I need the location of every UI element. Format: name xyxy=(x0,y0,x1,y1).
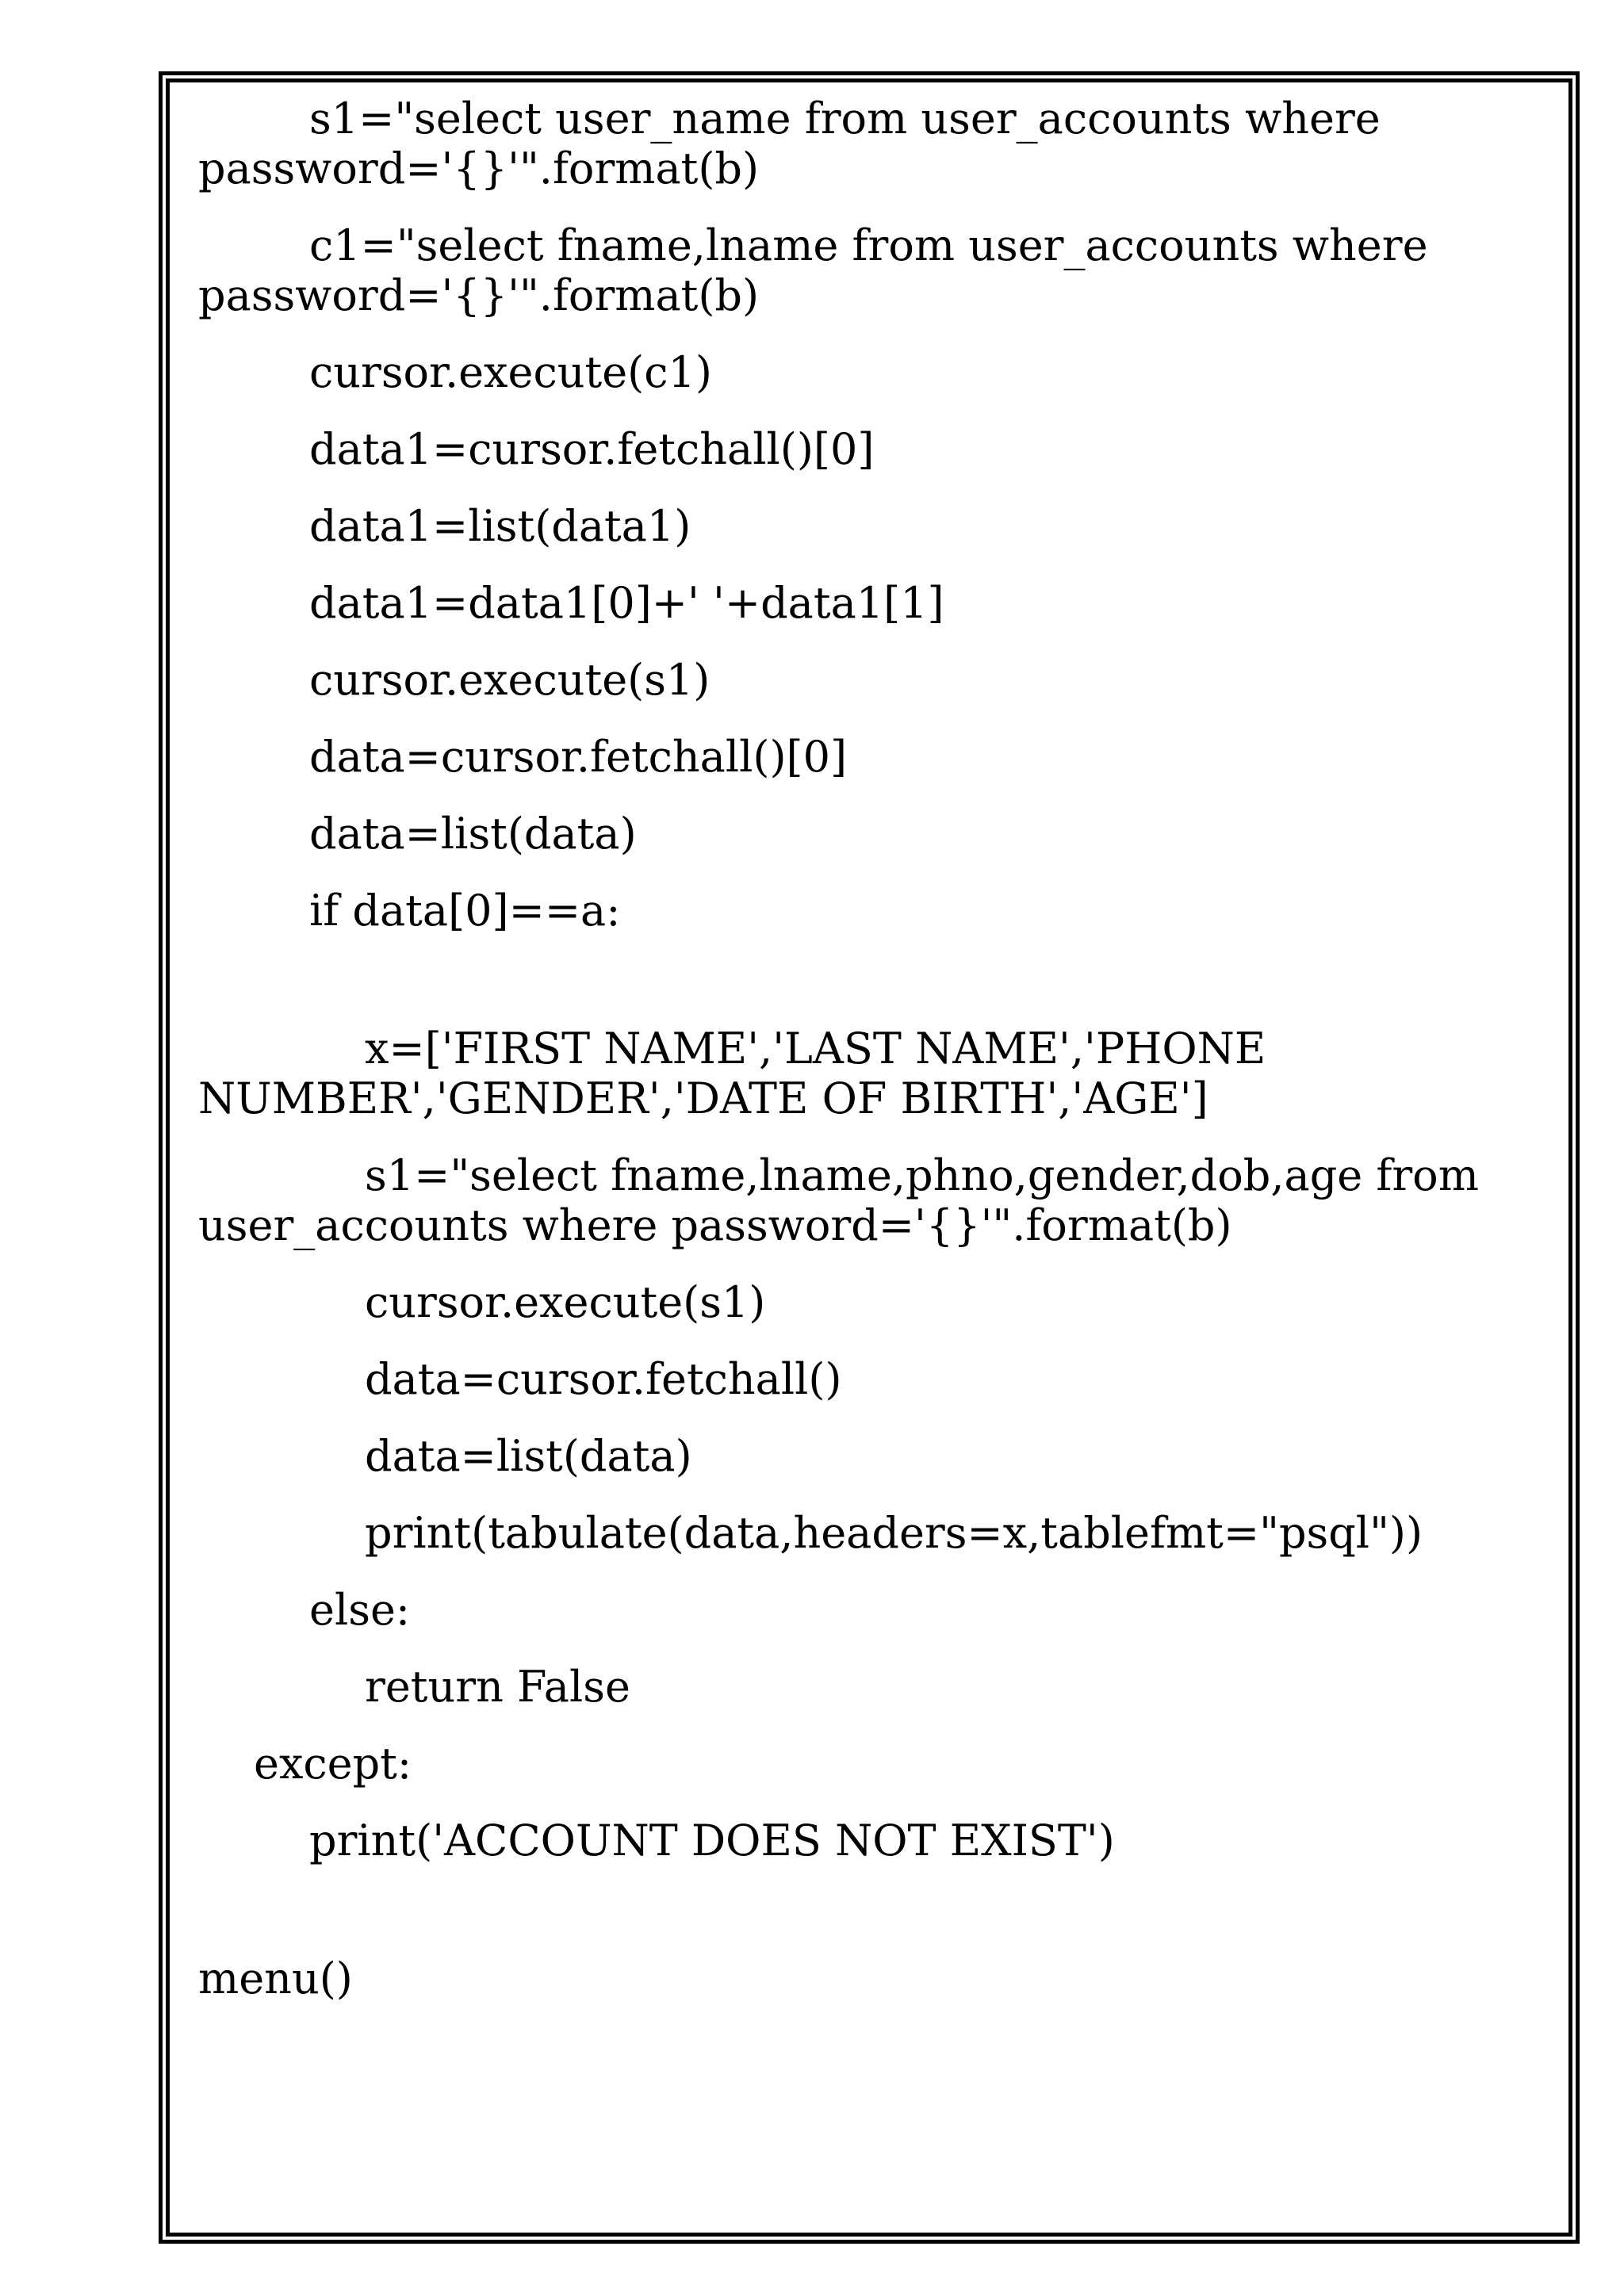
code-listing xyxy=(198,94,1538,2003)
code-line: NUMBER','GENDER','DATE OF BIRTH','AGE'] xyxy=(198,1073,1208,1123)
code-line: user_accounts where password='{}'".format(b) xyxy=(198,1200,1232,1250)
code-line: password='{}'".format(b) xyxy=(198,144,760,193)
code-line: return False xyxy=(365,1662,630,1712)
blank-line xyxy=(198,936,1538,1012)
blank-line xyxy=(198,1866,1538,1942)
code-line: cursor.execute(s1) xyxy=(365,1277,766,1327)
code-line: data=list(data) xyxy=(309,809,637,859)
code-line: data=list(data) xyxy=(365,1431,692,1481)
code-line: cursor.execute(s1) xyxy=(309,655,710,705)
code-line: cursor.execute(c1) xyxy=(309,347,712,397)
code-line: except: xyxy=(254,1739,412,1789)
code-line: print(tabulate(data,headers=x,tablefmt="psql")) xyxy=(365,1508,1423,1558)
code-line: print('ACCOUNT DOES NOT EXIST') xyxy=(309,1816,1115,1866)
code-line: password='{}'".format(b) xyxy=(198,270,760,320)
code-line: s1="select fname,lname,phno,gender,dob,age from xyxy=(365,1150,1479,1200)
code-line: data1=list(data1) xyxy=(309,501,691,551)
code-line: data1=data1[0]+' '+data1[1] xyxy=(309,578,944,628)
code-line: x=['FIRST NAME','LAST NAME','PHONE xyxy=(365,1024,1266,1073)
code-line: else: xyxy=(309,1585,411,1635)
code-line: menu() xyxy=(198,1954,353,2003)
code-line: s1="select user_name from user_accounts where xyxy=(309,94,1381,144)
code-line: data=cursor.fetchall()[0] xyxy=(309,732,848,782)
code-line: data=cursor.fetchall() xyxy=(365,1354,842,1404)
code-line: if data[0]==a: xyxy=(309,886,621,936)
code-line: data1=cursor.fetchall()[0] xyxy=(309,424,875,474)
code-line: c1="select fname,lname from user_accounts where xyxy=(309,220,1428,270)
